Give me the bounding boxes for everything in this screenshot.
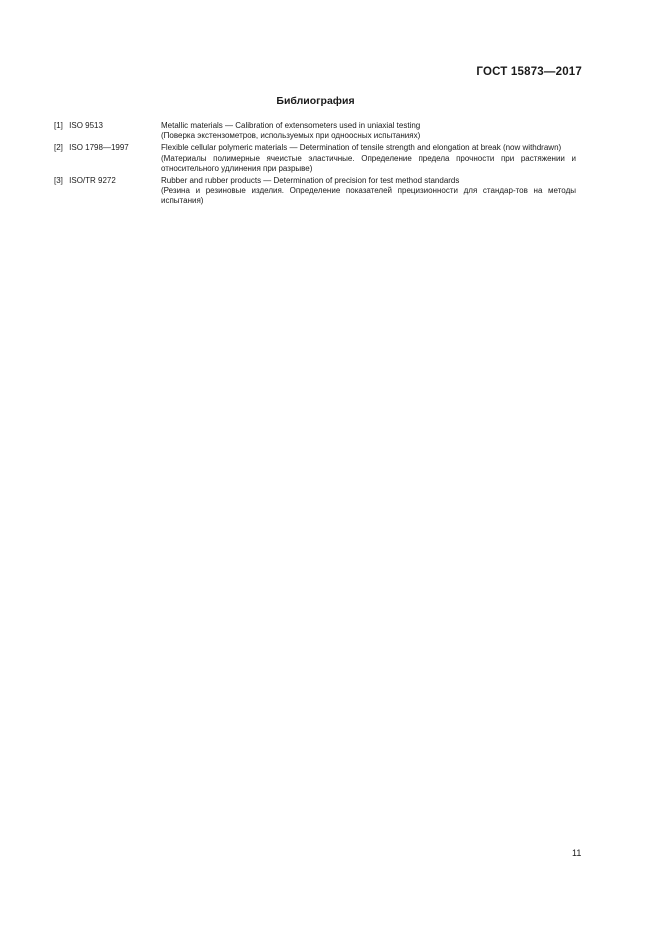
entry-title-en: Flexible cellular polymeric materials — Determination of tensile strength and elongation at break (now withdrawn) [161,143,562,153]
bibliography-entry [54,143,576,174]
bibliography-list [54,121,576,209]
bibliography-entry [54,121,576,141]
entry-standard: ISO 9513 [69,121,103,130]
entry-number: [3] [54,176,63,186]
entry-title-ru: (Материалы полимерные ячеистые эластичные. Определение предела прочности при растяжении и относительного удлинения при разрыве) [161,153,576,173]
entry-reference [54,176,161,207]
entry-title-ru: (Поверка экстензометров, используемых при одноосных испытаниях) [161,131,421,141]
bibliography-title: Библиография [276,95,355,107]
entry-description [161,143,576,174]
entry-reference [54,143,161,174]
page-number: 11 [572,848,582,858]
entry-standard: ISO/TR 9272 [69,176,116,186]
entry-standard: ISO 1798—1997 [69,143,129,153]
entry-number: [1] [54,121,63,130]
entry-number: [2] [54,143,63,153]
entry-title-ru: (Резина и резиновые изделия. Определение показателей прецизионности для стандар-тов на методы испытания) [161,186,576,206]
standard-code: ГОСТ 15873—2017 [476,66,582,78]
entry-title-en: Rubber and rubber products — Determination of precision for test method standards [161,176,460,186]
bibliography-entry [54,176,576,207]
entry-description [161,121,576,141]
entry-description [161,176,576,207]
entry-reference [54,121,161,141]
entry-title-en: Metallic materials — Calibration of extensometers used in uniaxial testing [161,121,421,130]
